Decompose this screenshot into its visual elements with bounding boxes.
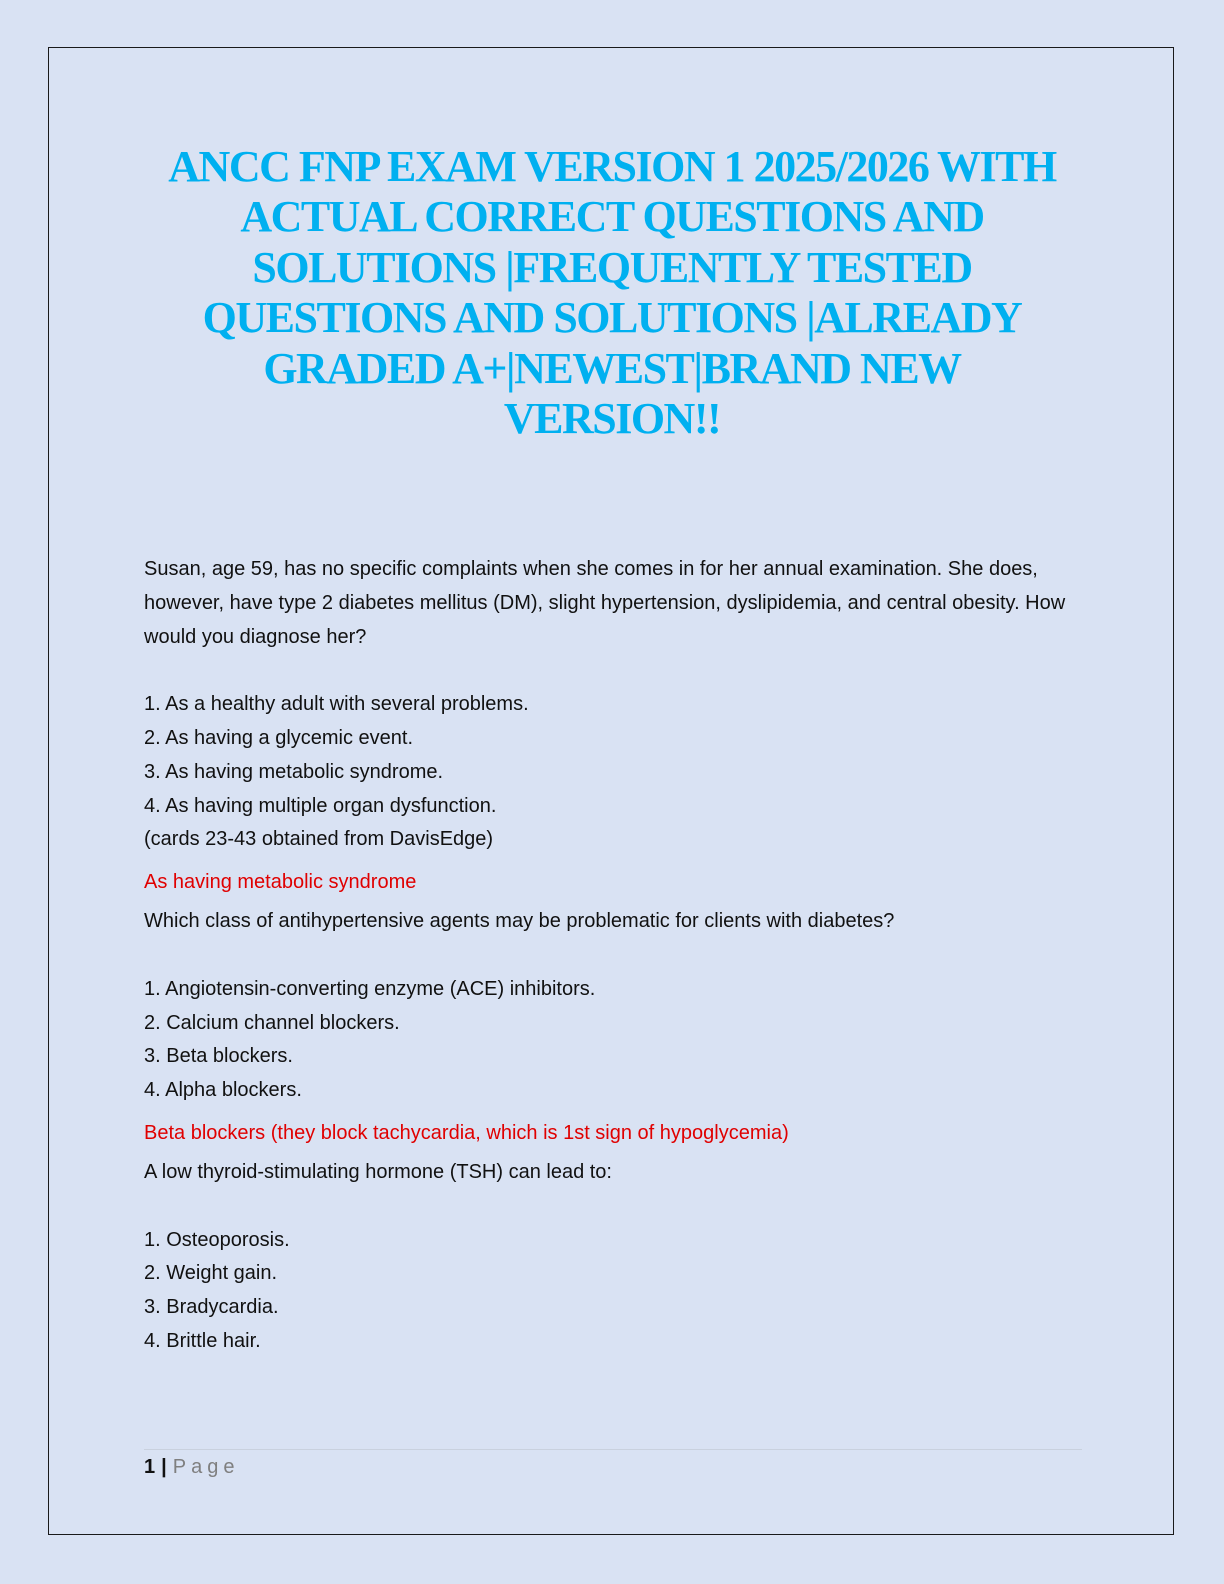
option-list [144,688,1084,823]
option-item: 4. Alpha blockers. [144,1079,302,1102]
option-list [144,973,1084,1108]
option-item: 3. As having metabolic syndrome. [144,760,444,783]
page-label: Page [172,1456,240,1478]
question-text: Susan, age 59, has no specific complaints when she comes in for her annual examination. She does, however, have type 2 diabetes mellitus (DM), slight hypertension, dyslipidemia, and central obesity. How would you diagnose her? [144,558,1066,648]
spacer [144,939,1084,973]
source-note: (cards 23-43 obtained from DavisEdge) [144,828,494,851]
option-item: 1. Angiotensin-converting enzyme (ACE) inhibitors. [144,977,596,1000]
title-line: ANCC FNP EXAM VERSION 1 2025/2026 WITH [168,142,1056,191]
page-footer [144,1454,239,1480]
title-line: QUESTIONS AND SOLUTIONS |ALREADY [202,293,1022,343]
answer-text: As having metabolic syndrome [144,871,417,894]
title-line: GRADED A+|NEWEST|BRAND NEW [263,343,961,393]
option-item: 1. As a healthy adult with several problems. [144,693,529,716]
question-block-2 [144,905,1084,1144]
document-title [150,142,1074,444]
option-item: 2. As having a glycemic event. [144,726,414,749]
footer-divider [144,1449,1082,1450]
option-list [144,1224,1084,1359]
question-block-1 [144,553,1084,893]
question-block-3 [144,1156,1084,1359]
option-item: 1. Osteoporosis. [144,1228,290,1251]
title-line: SOLUTIONS |FREQUENTLY TESTED [252,242,972,292]
document-body [144,553,1084,1359]
page-number: 1 [144,1456,156,1478]
spacer [144,1190,1084,1224]
option-item: 4. As having multiple organ dysfunction. [144,794,497,817]
option-item: 4. Brittle hair. [144,1329,261,1352]
option-item: 2. Calcium channel blockers. [144,1011,400,1034]
spacer [144,654,1084,688]
title-line: VERSION!! [503,394,721,444]
question-text: A low thyroid-stimulating hormone (TSH) can lead to: [144,1160,612,1183]
title-line: ACTUAL CORRECT QUESTIONS AND [240,192,984,242]
option-item: 3. Beta blockers. [144,1045,293,1068]
footer-separator: | [161,1456,167,1478]
option-item: 2. Weight gain. [144,1262,278,1285]
question-text: Which class of antihypertensive agents may be problematic for clients with diabetes? [144,910,895,933]
answer-text: Beta blockers (they block tachycardia, which is 1st sign of hypoglycemia) [144,1121,789,1144]
option-item: 3. Bradycardia. [144,1296,279,1319]
